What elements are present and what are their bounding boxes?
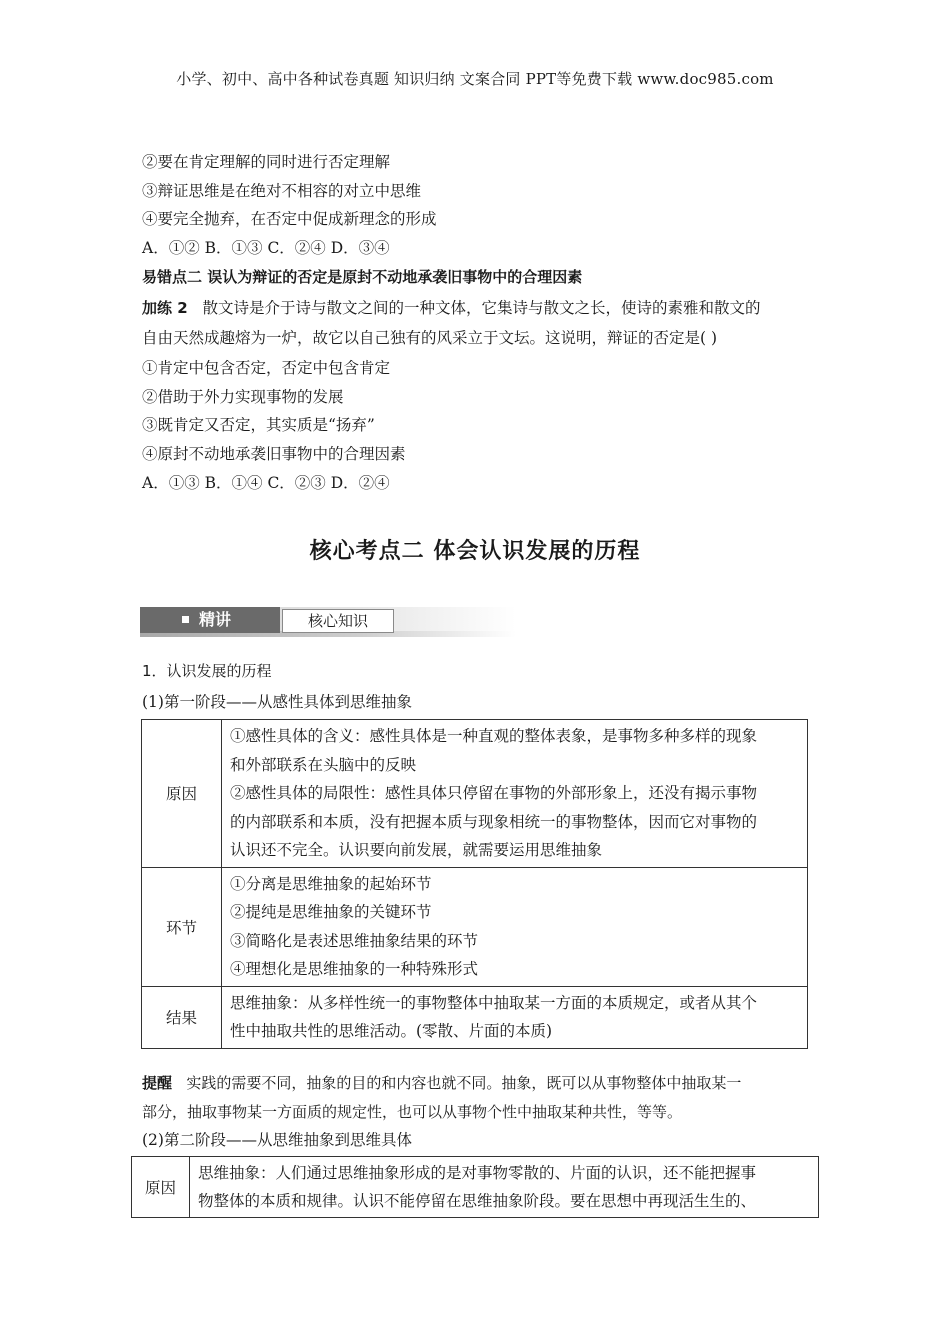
reminder-text-1: 实践的需要不同，抽象的目的和内容也就不同。抽象，既可以从事物整体中抽取某一 — [186, 1074, 742, 1092]
row-key-reason: 原因 — [142, 720, 222, 868]
practice-line-1 — [142, 296, 760, 318]
practice-label: 加练 2 — [142, 299, 188, 317]
stage-1-table — [141, 719, 808, 1049]
table-row — [132, 1157, 819, 1218]
banner-tab-lecture: 精讲 — [140, 607, 280, 633]
page-header: 小学、初中、高中各种试卷真题 知识归纳 文案合同 PPT等免费下载 www.doc985.com — [176, 70, 774, 88]
option-line-2: ②要在肯定理解的同时进行否定理解 — [142, 153, 391, 171]
option-line-3: ③辩证思维是在绝对不相容的对立中思维 — [142, 182, 422, 200]
practice-stem-2: 自由天然成趣熔为一炉，故它以自己独有的风采立于文坛。这说明，辩证的否定是( ) — [142, 329, 718, 347]
row-value-steps: ①分离是思维抽象的起始环节 ②提纯是思维抽象的关键环节 ③简略化是表述思维抽象结果的环节 ④理想化是思维抽象的一种特殊形式 — [222, 867, 808, 986]
stage-2-table — [131, 1156, 819, 1218]
row-key-steps: 环节 — [142, 867, 222, 986]
reminder-line-2: 部分，抽取事物某一方面质的规定性，也可以从事物个性中抽取某种共性，等等。 — [142, 1103, 683, 1121]
practice-option-1: ①肯定中包含否定，否定中包含肯定 — [142, 359, 391, 377]
table-row — [142, 986, 808, 1048]
practice-option-2: ②借助于外力实现事物的发展 — [142, 388, 344, 406]
option-line-4: ④要完全抛弃，在否定中促成新理念的形成 — [142, 210, 437, 228]
square-bullet-icon — [182, 616, 189, 623]
row-key-reason-2: 原因 — [132, 1157, 190, 1218]
reminder-label: 提醒 — [142, 1074, 173, 1092]
reminder-line-1 — [142, 1072, 741, 1093]
table-row — [142, 720, 808, 868]
row-key-result: 结果 — [142, 986, 222, 1048]
section-title: 核心考点二 体会认识发展的历程 — [309, 539, 641, 564]
banner-tab-core-knowledge: 核心知识 — [282, 609, 394, 633]
answer-choices: A．①② B．①③ C．②④ D．③④ — [142, 239, 390, 257]
row-value-result: 思维抽象：从多样性统一的事物整体中抽取某一方面的本质规定，或者从其个 性中抽取共性的思维活动。(零散、片面的本质) — [222, 986, 808, 1048]
practice-option-4: ④原封不动地承袭旧事物中的合理因素 — [142, 445, 406, 463]
stage-2-heading: (2)第二阶段——从思维抽象到思维具体 — [142, 1131, 412, 1149]
practice-answer-choices: A．①③ B．①④ C．②③ D．②④ — [142, 474, 390, 492]
error-point-heading: 易错点二 误认为辩证的否定是原封不动地承袭旧事物中的合理因素 — [142, 268, 583, 286]
row-value-reason-2: 思维抽象：人们通过思维抽象形成的是对事物零散的、片面的认识，还不能把握事 物整体的本质和规律。认识不能停留在思维抽象阶段。要在思想中再现活生生的、 — [190, 1157, 819, 1218]
practice-option-3: ③既肯定又否定，其实质是“扬弃” — [142, 416, 375, 434]
heading-1: 1．认识发展的历程 — [142, 662, 272, 680]
practice-stem-1: 散文诗是介于诗与散文之间的一种文体，它集诗与散文之长，使诗的素雅和散文的 — [202, 299, 761, 317]
row-value-reason: ①感性具体的含义：感性具体是一种直观的整体表象，是事物多种多样的现象 和外部联系在头脑中的反映 ②感性具体的局限性：感性具体只停留在事物的外部形象上，还没有揭示事物 的内部联系和本质，没有把握本质与现象相统一的事物整体，因而它对事物的 认识还不完全。认识要向前发展，就需要运用思维抽象 — [222, 720, 808, 868]
table-row — [142, 867, 808, 986]
stage-1-heading: (1)第一阶段——从感性具体到思维抽象 — [142, 693, 412, 711]
